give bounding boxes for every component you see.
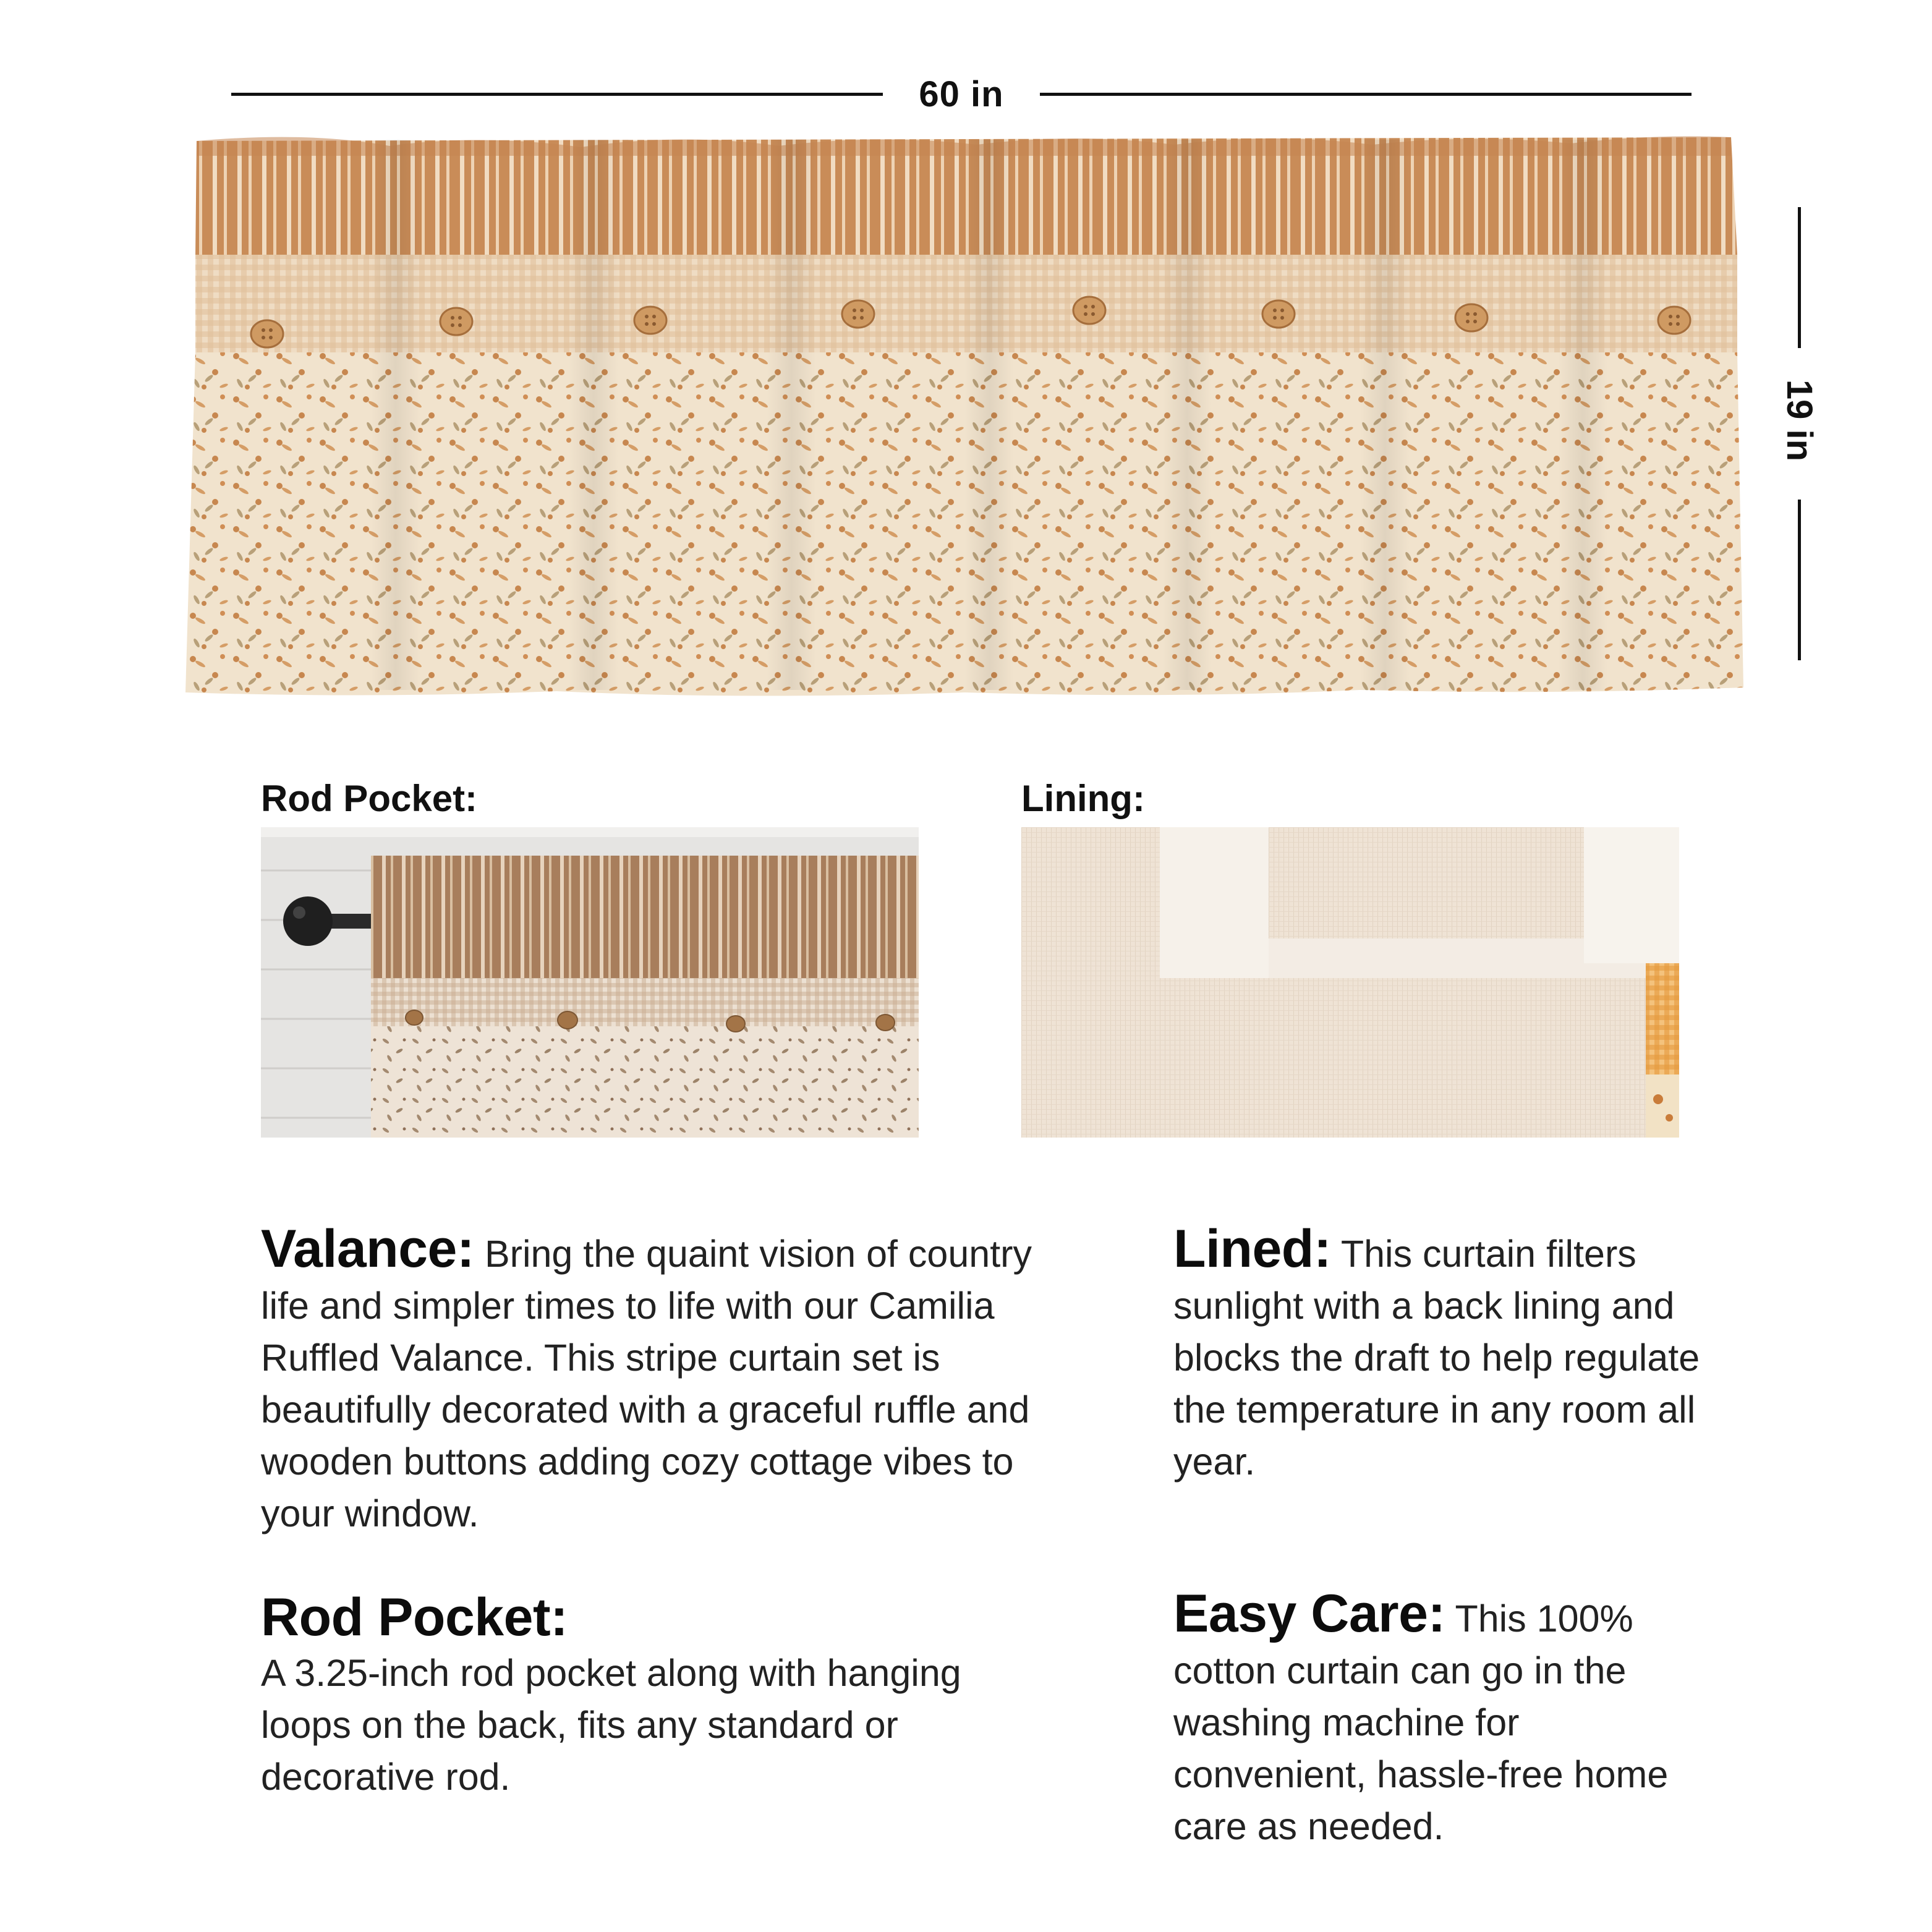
lining-detail-photo [1021,827,1679,1138]
lining-detail-label: Lining: [1021,778,1145,819]
feature-valance-body: Bring the quaint vision of country life and simpler times to life with our Camilia Ruffled Valance. This stripe curtain set is beautifully decorated with a graceful ruffle and wooden buttons adding cozy cottage vibes to your window. [261,1233,1032,1534]
width-dimension-label: 60 in [919,74,1004,114]
feature-rod-pocket-title: Rod Pocket: [261,1588,568,1647]
height-dimension-line-bottom [1798,500,1801,660]
feature-valance-title: Valance: [261,1219,474,1279]
feature-rod-pocket [261,1588,972,1803]
valance-product-image [185,131,1756,706]
feature-valance [261,1219,1089,1539]
feature-lined [1173,1219,1717,1487]
feature-lined-title: Lined: [1173,1219,1331,1279]
feature-lined-body: This curtain filters sunlight with a back lining and blocks the draft to help regulate the temperature in any room all year. [1173,1233,1700,1483]
feature-easy-care-body: This 100% cotton curtain can go in the washing machine for convenient, hassle-free home care as needed. [1173,1598,1669,1847]
width-dimension-line-left [231,93,883,96]
feature-easy-care [1173,1584,1717,1852]
rod-pocket-detail-photo [261,827,919,1138]
height-dimension-label: 19 in [1779,379,1819,462]
feature-rod-pocket-body: A 3.25-inch rod pocket along with hanging loops on the back, fits any standard or decorative rod. [261,1652,961,1798]
width-dimension-line-right [1040,93,1692,96]
rod-pocket-detail-label: Rod Pocket: [261,778,478,819]
feature-easy-care-title: Easy Care: [1173,1584,1445,1643]
height-dimension-line-top [1798,207,1801,348]
